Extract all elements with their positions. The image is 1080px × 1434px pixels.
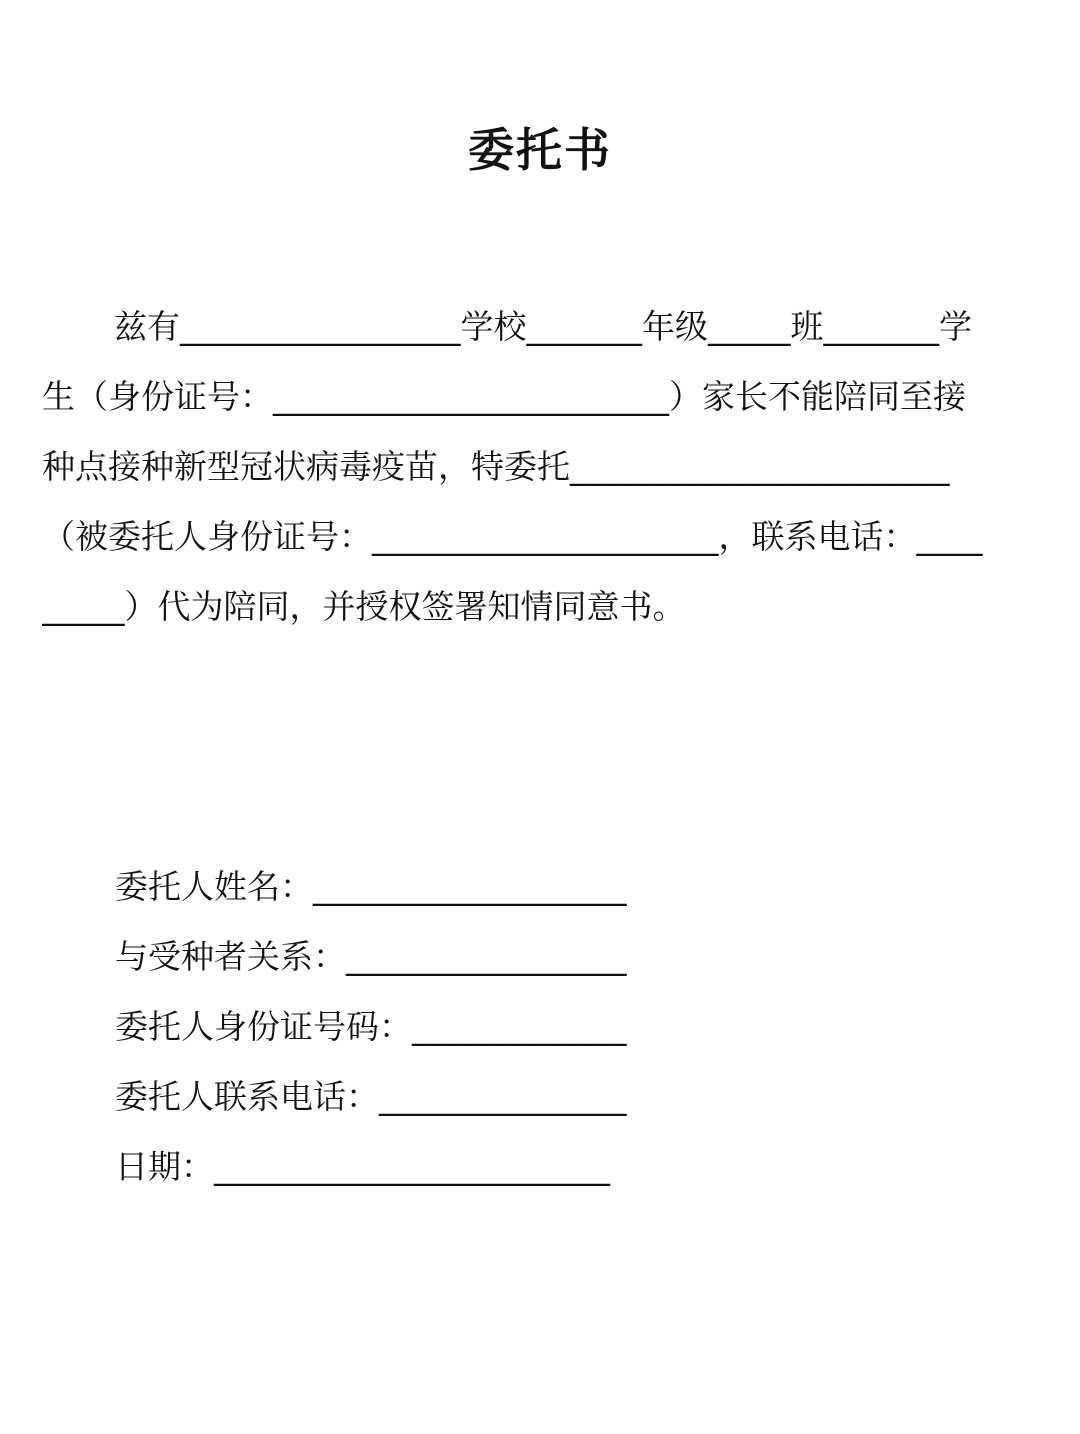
delegation-paragraph bbox=[42, 292, 1038, 642]
paragraph-line-2: 生（身份证号：________________________）家长不能陪同至接 bbox=[42, 377, 966, 416]
delegator-name-label: 委托人姓名： bbox=[115, 867, 313, 906]
date-row bbox=[115, 1132, 627, 1202]
relationship-blank: _________________ bbox=[346, 937, 627, 976]
signature-section bbox=[115, 852, 627, 1202]
delegator-phone-blank: _______________ bbox=[379, 1077, 627, 1116]
delegator-phone-label: 委托人联系电话： bbox=[115, 1077, 379, 1116]
relationship-label: 与受种者关系： bbox=[115, 937, 346, 976]
relationship-row bbox=[115, 922, 627, 992]
delegator-id-row bbox=[115, 992, 627, 1062]
paragraph-line-4: （被委托人身份证号：_____________________，联系电话：____ bbox=[42, 517, 983, 556]
date-label: 日期： bbox=[115, 1147, 214, 1186]
paragraph-line-3: 种点接种新型冠状病毒疫苗，特委托_______________________ bbox=[42, 447, 950, 486]
delegator-phone-row bbox=[115, 1062, 627, 1132]
date-blank: ________________________ bbox=[214, 1147, 610, 1186]
paragraph-line-5: _____）代为陪同，并授权签署知情同意书。 bbox=[42, 587, 686, 626]
paragraph-line-1: 兹有_________________学校_______年级_____班_______学 bbox=[114, 307, 972, 346]
delegator-name-blank: ___________________ bbox=[313, 867, 627, 906]
delegator-id-label: 委托人身份证号码： bbox=[115, 1007, 412, 1046]
delegator-name-row bbox=[115, 852, 627, 922]
document-title: 委托书 bbox=[468, 123, 612, 177]
delegator-id-blank: _____________ bbox=[412, 1007, 627, 1046]
